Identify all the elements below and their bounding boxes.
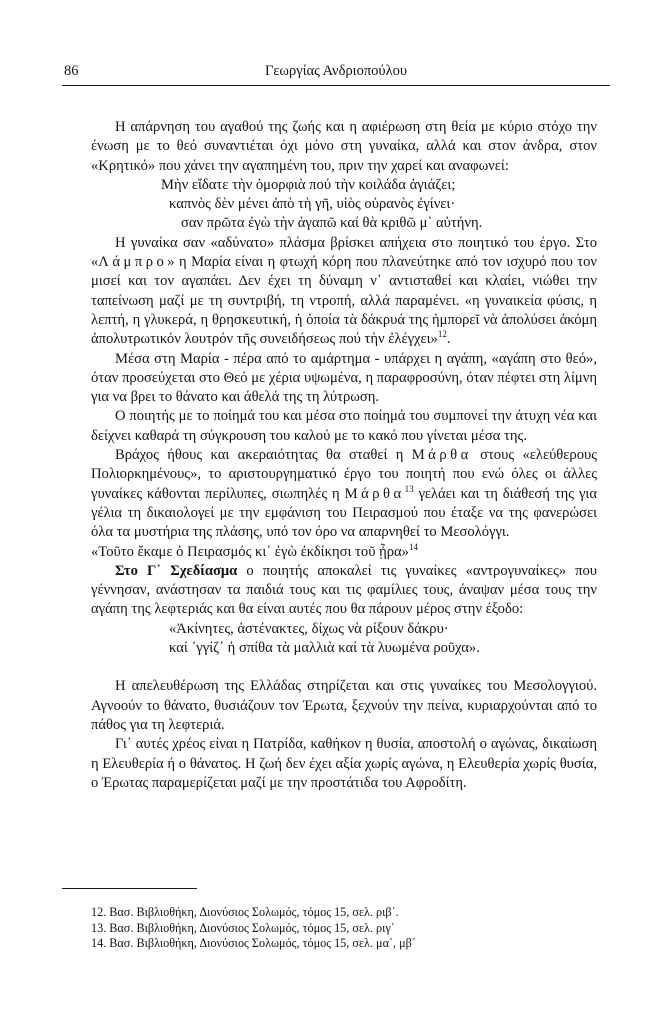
verse-line: καί ᾽γγίζ᾽ ἡ σπίθα τὰ μαλλιὰ καί τὰ λυωμένα ροῦχα». bbox=[169, 640, 480, 657]
quote-line: «Τοῦτο ἔκαμε ὁ Πειρασμός κι᾽ ἐγὼ ἐκδίκησι τοῦ ᾖρα»$^{14}$ bbox=[91, 541, 418, 560]
footnote-ref-14: 14 bbox=[408, 541, 418, 552]
verse-block-2 bbox=[169, 620, 597, 659]
paragraph-6: Στο Γ᾽ Σχεδίασμα ο ποιητής αποκαλεί τις γυναίκες «αντρογυναίκες» που γέννησαν, ανάστησαν τα παιδιά τους και τις φαμίλιες τους, άναψαν μέσα τους την αγάπη της λεφτεριάς και θα είναι αυτές που θα πάρουν μέρος στην έξοδο: bbox=[91, 562, 597, 618]
header-rule bbox=[62, 85, 610, 86]
footnote-ref-13: 13 bbox=[404, 483, 414, 494]
running-title: Γεωργίας Ανδριοπούλου bbox=[264, 63, 408, 79]
paragraph-4: Ο ποιητής με το ποίημά του και μέσα στο ποίημά του συμπονεί την άτυχη νέα και δείχνει καθαρά τη σύγκρουση του καλού με το κακό που γίνεται μέσα της. bbox=[91, 408, 597, 444]
footnote-12: 12. Βασ. Βιβλιοθήκη, Διονύσιος Σολωμός, τόμος 15, σελ. ριβ᾽. bbox=[91, 905, 399, 919]
spaced-name-martha: Μάρθα bbox=[344, 485, 405, 502]
verse-line: «Ἀκίνητες, ἀστένακτες, δίχως νὰ ρίξουν δάκρυ· bbox=[169, 620, 449, 637]
body-text bbox=[91, 118, 597, 793]
verse-line: σαν πρῶτα ἐγὼ τὴν ἀγαπῶ καί θὰ κριθῶ μ᾽ αὐτήνη. bbox=[181, 215, 483, 232]
footnotes bbox=[91, 905, 591, 952]
paragraph-7: Η απελευθέρωση της Ελλάδας στηρίζεται και στις γυναίκες του Μεσολογγιού. Αγνοούν το θάνατο, θυσιάζουν τον Έρωτα, ξεχνούν την πείνα, κυριαρχούνται από το πάθος για τη λεφτεριά. bbox=[91, 678, 597, 733]
paragraph-1: Η απάρνηση του αγαθού της ζωής και η αφιέρωση στη θεία με κύριο στόχο την ένωση με το θεό συναντιέται όχι μόνο στη γυναίκα, αλλά και στον άνδρα, στον «Κρητικό» που χάνει την αγαπημένη του, πριν την χαρεί και αναφωνεί: bbox=[91, 119, 597, 174]
footnote-rule bbox=[62, 888, 197, 889]
verse-line: καπνὸς δὲν μένει ἀπὸ τὴ γῆ, υἱὸς οὐρανὸς ἐγίνει· bbox=[169, 196, 456, 213]
paragraph-8: Γι᾽ αυτές χρέος είναι η Πατρίδα, καθήκον η θυσία, αποστολή ο αγώνας, δικαίωση η Ελευθερία ή ο θάνατος. Η ζωή δεν έχει αξία χωρίς αγώνα, η Ελευθερία χωρίς θυσία, ο Έρωτας παραμερίζεται μαζί με την προστάτιδα του Αφροδίτη. bbox=[91, 736, 597, 791]
page-header bbox=[64, 63, 608, 83]
spaced-title-lampros: Λάμπρο bbox=[98, 254, 168, 271]
footnote-ref-12: 12 bbox=[437, 329, 447, 340]
paragraph-2: Η γυναίκα σαν «αδύνατο» πλάσμα βρίσκει απήχεια στο ποιητικό του έργο. Στο «Λάμπρο» η Μαρία είναι η φτωχή κόρη που πλανεύτηκε από τον ισχυρό που τον μισεί και τον αγαπάει. Δεν έχει τη δύναμη ν᾽ αντισταθεί και κλαίει, νιώθει την ταπείνωση μαζί με τη συντριβή, τη ντροπή, αλλά παραμένει. «η γυναικεία φύσις, η λεπτή, η γλυκερά, η θρησκευτική, ἡ ὁποία τὰ δάκρυά της ἠμπορεῖ νὰ ἀπολύσει ἀκόμη ἀπολυτρωτικόν λουτρόν τῆς συνειδήσεως πού τὴν ἐλέγχει»$^{12}$. bbox=[91, 234, 597, 348]
spaced-name-martha: Μάρθα bbox=[411, 447, 472, 464]
bold-sxediasma: Γ᾽ Σχεδίασμα bbox=[146, 562, 238, 579]
page-number: 86 bbox=[64, 63, 79, 79]
verse-block-1 bbox=[161, 176, 597, 234]
footnote-13: 13. Βασ. Βιβλιοθήκη, Διονύσιος Σολωμός, τόμος 15, σελ. ριγ᾽ bbox=[91, 920, 395, 935]
verse-line: Μὴν εἴδατε τὴν ὀμορφιὰ πού τὴν κοιλάδα ἀγιάζει; bbox=[161, 176, 456, 193]
footnote-14: 14. Βασ. Βιβλιοθήκη, Διονύσιος Σολωμός, τόμος 15, σελ. μα᾽, μβ᾽ bbox=[91, 936, 416, 951]
paragraph-3: Μέσα στη Μαρία - πέρα από το αμάρτημα - υπάρχει η αγάπη, «αγάπη στο θεό», όταν προσεύχεται στο Θεό με χέρια υψωμένα, η παραφροσύνη, όταν πέφτει στη λίμνη για να βρει το θάνατο και άθελά της τη λύτρωση. bbox=[91, 350, 597, 406]
paragraph-5: Βράχος ήθους και ακεραιότητας θα σταθεί η Μάρθα στους «ελεύθερους Πολιορκημένους», το αριστουργηματικό έργο του ποιητή που ενώ όλες οι άλλες γυναίκες κάθονται περίλυπες, σιωπηλές η Μάρθα$^{13}$ γελάει και τη διάθεσή της για γέλια τη δικαιολογεί με την εμφάνιση του Πειρασμού που έταξε να της φανερώσει όλα τα μυστήρια της πλάσης, υπό τον όρο να απαρνηθεί το Μεσολόγγι. bbox=[91, 447, 598, 541]
